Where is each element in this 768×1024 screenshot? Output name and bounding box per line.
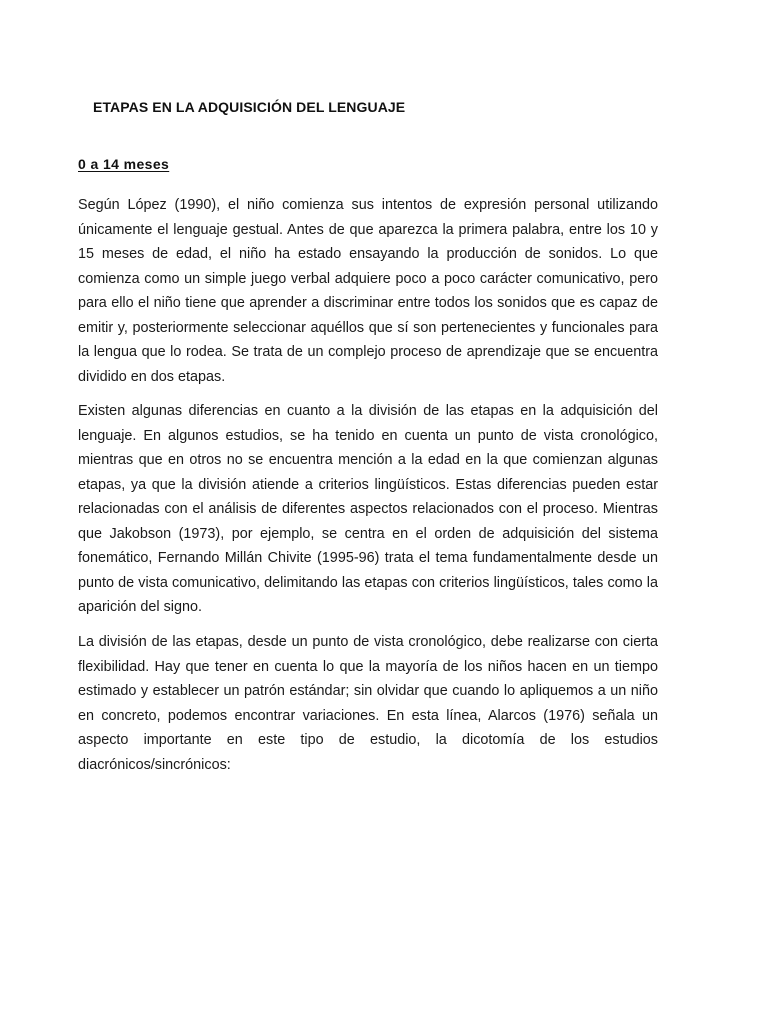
document-title: ETAPAS EN LA ADQUISICIÓN DEL LENGUAJE [93,99,406,115]
body-paragraph: Existen algunas diferencias en cuanto a la división de las etapas en la adquisición del lenguaje. En algunos estudios, se ha tenido en cuenta un punto de vista cronológico, mientras que en otros no se encuentra mención a la edad en la que comienzan algunas etapas, ya que la división atiende a criterios lingüísticos. Estas diferencias pueden estar relacionadas con el análisis de diferentes aspectos relacionados con el proceso. Mientras que Jakobson (1973), por ejemplo, se centra en el orden de adquisición del sistema fonemático, Fernando Millán Chivite (1995-96) trata el tema fundamentalmente desde un punto de vista comunicativo, delimitando las etapas con criterios lingüísticos, tales como la aparición del signo. [78,403,658,615]
body-paragraph: La división de las etapas, desde un punto de vista cronológico, debe realizarse con cierta flexibilidad. Hay que tener en cuenta lo que la mayoría de los niños hacen en un tiempo estimado y establecer un patrón estándar; sin olvidar que cuando lo apliquemos a un niño en concreto, podemos encontrar variaciones. En esta línea, Alarcos (1976) señala un aspecto importante en este tipo de estudio, la dicotomía de los estudios diacrónicos/sincrónicos: [78,634,658,773]
body-paragraph: Según López (1990), el niño comienza sus intentos de expresión personal utilizando únicamente el lenguaje gestual. Antes de que aparezca la primera palabra, entre los 10 y 15 meses de edad, el niño ha estado ensayando la producción de sonidos. Lo que comienza como un simple juego verbal adquiere poco a poco carácter comunicativo, pero para ello el niño tiene que aprender a discriminar entre todos los sonidos que es capaz de emitir y, posteriormente seleccionar aquéllos que sí son pertenecientes y funcionales para la lengua que lo rodea. Se trata de un complejo proceso de aprendizaje que se encuentra dividido en dos etapas. [78,197,658,385]
section-heading: 0 a 14 meses [78,156,170,172]
